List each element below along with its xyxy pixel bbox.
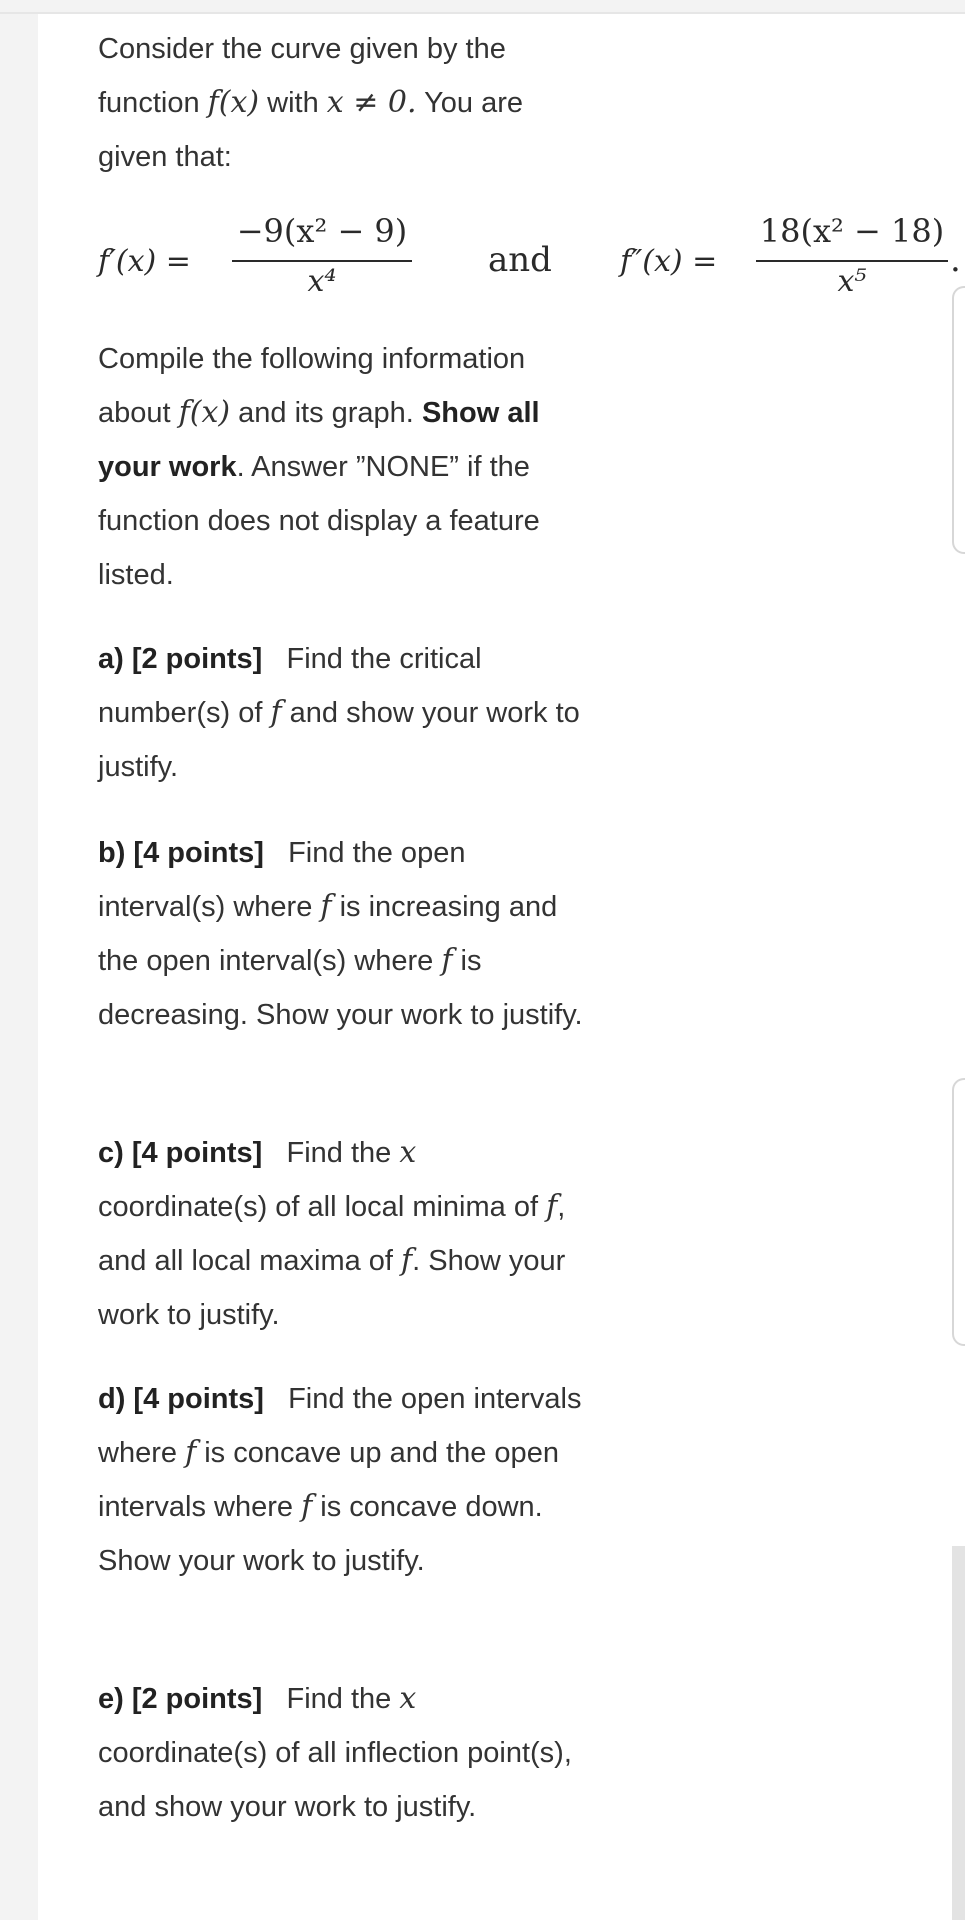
part-a-label: a) [2 points] — [98, 643, 263, 675]
instructions-bold: Show all your work — [98, 397, 540, 483]
intro-text — [98, 22, 598, 184]
scrollbar[interactable] — [952, 1546, 965, 1920]
intro-you-are: You are — [424, 87, 524, 119]
intro-condition: x ≠ 0. — [326, 85, 417, 120]
intro-function-word: function — [98, 87, 200, 119]
part-e: e) [2 points] Find the x coordinate(s) of all inflection point(s), and show your work to justify. — [98, 1681, 572, 1823]
fdouble-numerator: 18(x² − 18) — [759, 212, 945, 250]
fdouble-fraction — [756, 212, 948, 299]
part-d-label: d) [4 points] — [98, 1383, 264, 1415]
intro-with-word: with — [267, 87, 319, 119]
part-b: b) [4 points] Find the open interval(s) where f is increasing and the open interval(s) where f is decreasing. Show your work to justify. — [98, 837, 583, 1031]
answer-frame-2[interactable] — [952, 1078, 965, 1346]
part-c-label: c) [4 points] — [98, 1137, 263, 1169]
intro-line-3: given that: — [98, 141, 232, 173]
fprime-fraction — [232, 212, 412, 299]
fdouble-denominator: x⁵ — [837, 264, 867, 299]
fdouble-fraction-bar — [756, 260, 948, 262]
part-d: d) [4 points] Find the open intervals where f is concave up and the open intervals where f is concave down. Show your work to justify. — [98, 1383, 582, 1577]
fprime-lhs: f′(x) = — [98, 244, 191, 279]
part-e-label: e) [2 points] — [98, 1683, 263, 1715]
intro-fx: f(x) — [207, 85, 260, 120]
instructions-fx: f(x) — [178, 395, 231, 430]
equation-period: . — [950, 240, 961, 280]
part-c: c) [4 points] Find the x coordinate(s) of all local minima of f, and all local maxima of f. Show your work to justify. — [98, 1135, 566, 1331]
instructions-text: Compile the following information about f(x) and its graph. Show all your work. Answer ”NONE” if the function does not display a feature listed. — [98, 343, 540, 591]
and-word: and — [488, 240, 552, 280]
fdouble-lhs: f″(x) = — [620, 244, 718, 279]
fprime-numerator: −9(x² − 9) — [236, 212, 408, 250]
fprime-denominator: x⁴ — [307, 264, 337, 299]
intro-line-1: Consider the curve given by the — [98, 33, 506, 65]
part-a: a) [2 points] Find the critical number(s) of f and show your work to justify. — [98, 643, 580, 783]
part-b-label: b) [4 points] — [98, 837, 264, 869]
answer-frame-1[interactable] — [952, 286, 965, 554]
right-panel — [638, 14, 965, 1920]
fprime-fraction-bar — [232, 260, 412, 262]
